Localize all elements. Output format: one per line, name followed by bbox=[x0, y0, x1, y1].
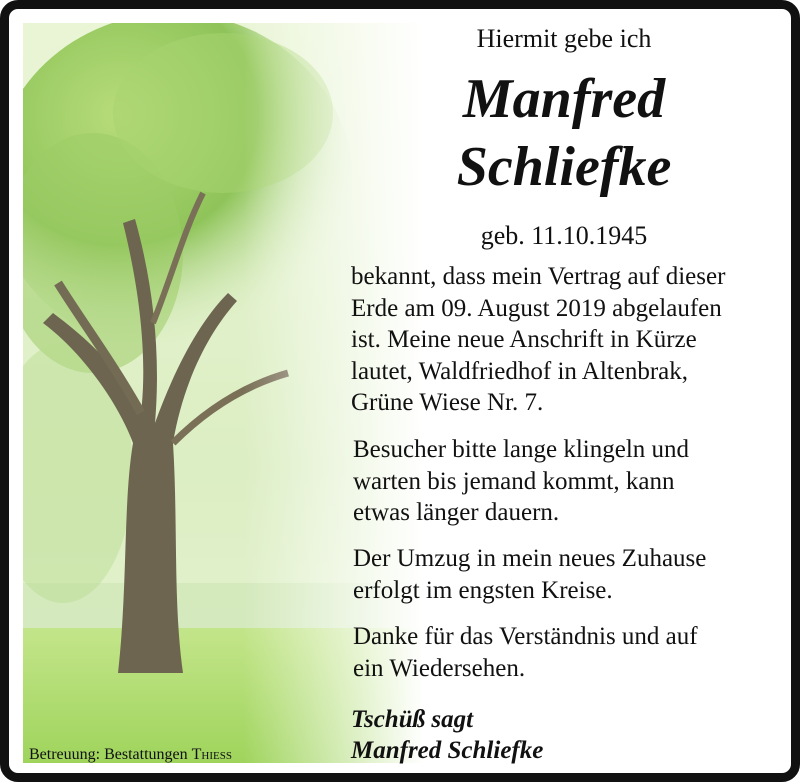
text-line: erfolgt im engsten Kreise. bbox=[353, 576, 613, 604]
text-line: Danke für das Verständnis und auf bbox=[353, 623, 698, 650]
credit-label: Betreuung: Bestattungen bbox=[29, 746, 192, 763]
credit-company: Thieß bbox=[191, 746, 232, 763]
text-line: bekannt, dass mein Vertrag auf dieser bbox=[351, 263, 726, 290]
text-line: etwas länger dauern. bbox=[353, 499, 560, 526]
funeral-home-credit bbox=[29, 746, 232, 764]
notice-text-column bbox=[349, 9, 779, 769]
closing-greeting: Tschüß sagt bbox=[351, 706, 474, 733]
text-line: Grüne Wiese Nr. 7. bbox=[351, 389, 544, 416]
intro-line: Hiermit gebe ich bbox=[476, 24, 652, 53]
paragraph-contract bbox=[351, 261, 781, 419]
text-line: lautet, Waldfriedhof in Altenbrak, bbox=[351, 357, 689, 385]
paragraph-thanks bbox=[353, 621, 783, 684]
closing-signature: Manfred Schliefke bbox=[351, 737, 544, 764]
paragraph-move bbox=[353, 543, 783, 606]
birth-date: geb. 11.10.1945 bbox=[480, 221, 648, 250]
text-line: Erde am 09. August 2019 abgelaufen bbox=[351, 294, 722, 322]
text-line: ist. Meine neue Anschrift in Kürze bbox=[351, 326, 697, 353]
text-line: ein Wiedersehen. bbox=[353, 654, 526, 682]
last-name: Schliefke bbox=[456, 136, 672, 198]
text-line: Der Umzug in mein neues Zuhause bbox=[353, 545, 707, 572]
first-name: Manfred bbox=[462, 68, 666, 130]
text-line: Besucher bitte lange klingeln und bbox=[353, 436, 690, 463]
paragraph-visitors bbox=[353, 434, 783, 529]
text-line: warten bis jemand kommt, kann bbox=[353, 467, 675, 495]
